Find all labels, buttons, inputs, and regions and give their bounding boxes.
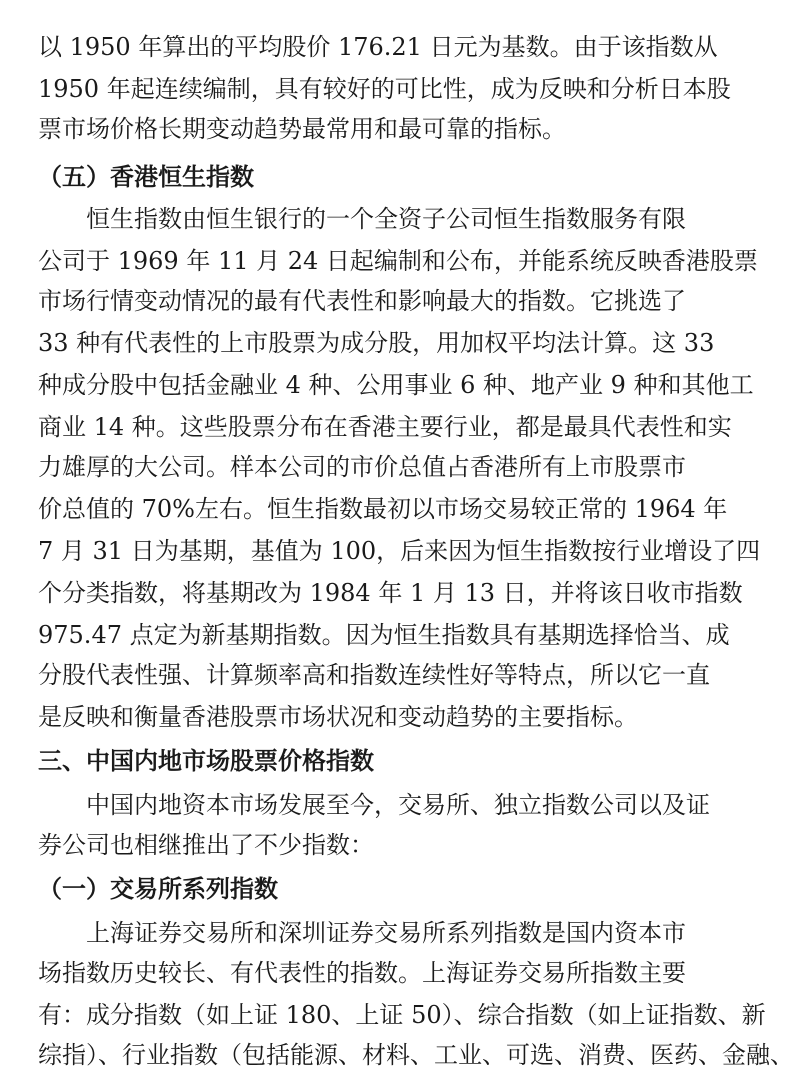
- body-text-line: 是反映和衡量香港股票市场状况和变动趋势的主要指标。: [38, 703, 638, 731]
- body-text-line: 分股代表性强、计算频率高和指数连续性好等特点，所以它一直: [38, 661, 710, 689]
- body-text-line: 7 月 31 日为基期，基值为 100，后来因为恒生指数按行业增设了四: [38, 537, 761, 565]
- body-text-line: 1950 年起连续编制，具有较好的可比性，成为反映和分析日本股: [38, 75, 731, 103]
- body-text-line: 以 1950 年算出的平均股价 176.21 日元为基数。由于该指数从: [38, 33, 718, 61]
- body-text-line: 上海证券交易所和深圳证券交易所系列指数是国内资本市: [86, 919, 686, 947]
- body-text-line: 中国内地资本市场发展至今，交易所、独立指数公司以及证: [86, 791, 710, 819]
- body-text-line: 力雄厚的大公司。样本公司的市价总值占香港所有上市股票市: [38, 453, 686, 481]
- body-text-line: 33 种有代表性的上市股票为成分股，用加权平均法计算。这 33: [38, 329, 715, 357]
- body-text-line: 市场行情变动情况的最有代表性和影响最大的指数。它挑选了: [38, 287, 686, 315]
- body-text-line: 券公司也相继推出了不少指数：: [38, 831, 374, 859]
- body-text-line: 价总值的 70%左右。恒生指数最初以市场交易较正常的 1964 年: [38, 495, 728, 523]
- body-text-line: 有：成分指数（如上证 180、上证 50）、综合指数（如上证指数、新: [38, 1001, 766, 1029]
- body-text-line: 个分类指数，将基期改为 1984 年 1 月 13 日，并将该日收市指数: [38, 579, 743, 607]
- body-text-line: 恒生指数由恒生银行的一个全资子公司恒生指数服务有限: [86, 205, 686, 233]
- body-text-line: 种成分股中包括金融业 4 种、公用事业 6 种、地产业 9 种和其他工: [38, 371, 754, 399]
- section-heading-hang-seng: （五）香港恒生指数: [38, 163, 254, 191]
- body-text-line: 商业 14 种。这些股票分布在香港主要行业，都是最具代表性和实: [38, 413, 732, 441]
- body-text-line: 票市场价格长期变动趋势最常用和最可靠的指标。: [38, 115, 566, 143]
- body-text-line: 975.47 点定为新基期指数。因为恒生指数具有基期选择恰当、成: [38, 621, 730, 649]
- body-text-line: 公司于 1969 年 11 月 24 日起编制和公布，并能系统反映香港股票: [38, 247, 758, 275]
- section-heading-exchange-indices: （一）交易所系列指数: [38, 875, 278, 903]
- section-heading-mainland-indices: 三、中国内地市场股票价格指数: [38, 747, 374, 775]
- body-text-line: 综指）、行业指数（包括能源、材料、工业、可选、消费、医药、金融、: [38, 1041, 794, 1069]
- body-text-line: 场指数历史较长、有代表性的指数。上海证券交易所指数主要: [38, 959, 686, 987]
